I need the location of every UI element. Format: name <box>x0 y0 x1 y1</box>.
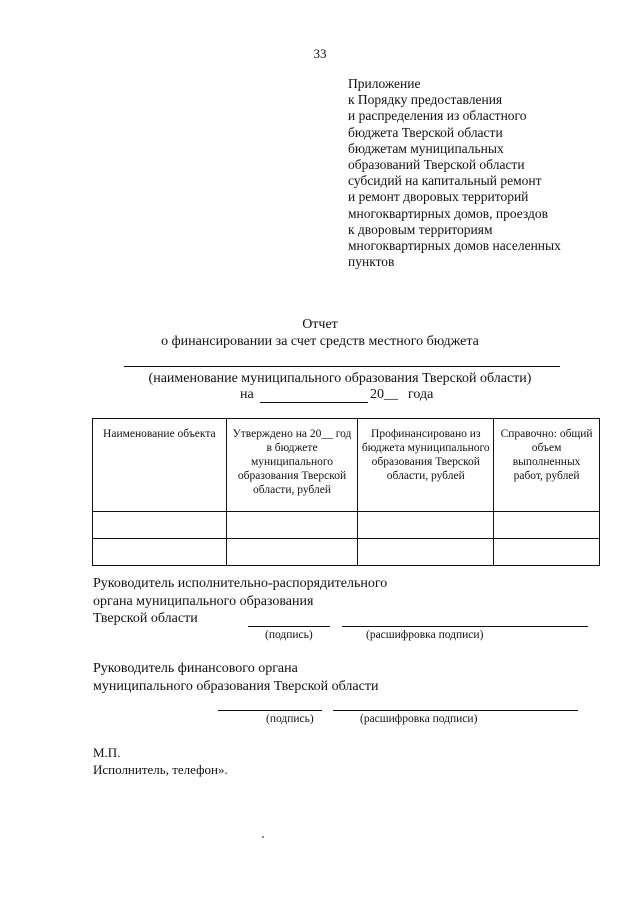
appendix-line: Приложение <box>348 76 421 91</box>
appendix-line: многоквартирных домов населенных <box>348 238 561 254</box>
header-object-name: Наименование объекта <box>93 419 227 512</box>
report-subtitle: о финансировании за счет средств местного бюджета <box>161 334 479 349</box>
executor-phone: Исполнитель, телефон». <box>93 762 228 777</box>
table-cell <box>494 512 600 539</box>
appendix-line: и ремонт дворовых территорий <box>348 189 529 205</box>
signature-block-finance <box>93 660 378 695</box>
table-cell <box>93 512 227 539</box>
decode-line <box>342 626 588 627</box>
table-row <box>93 512 600 539</box>
table-cell <box>494 539 600 566</box>
appendix-line: образований Тверской области <box>348 157 525 173</box>
table-cell <box>358 512 494 539</box>
table-row <box>93 539 600 566</box>
signature-line-text: Руководитель исполнительно-распорядительного <box>93 576 388 591</box>
signature-line <box>218 710 322 711</box>
table-cell <box>93 539 227 566</box>
appendix-line: субсидий на капитальный ремонт <box>348 173 542 189</box>
signature-line-text: органа муниципального образования <box>93 593 314 609</box>
decode-caption: (расшифровка подписи) <box>366 629 484 641</box>
period-year: 20__ <box>370 387 398 402</box>
mo-name-caption: (наименование муниципального образования Тверской области) <box>148 371 532 386</box>
financing-table <box>92 418 600 566</box>
signature-line <box>248 626 330 627</box>
appendix-line: пунктов <box>348 254 395 270</box>
appendix-line: бюджетам муниципальных <box>348 140 504 156</box>
period-suffix: года <box>408 387 434 402</box>
page-number: 33 <box>313 46 327 61</box>
table-cell <box>226 539 358 566</box>
header-financed: Профинансировано из бюджета муниципального образования Тверской области, рублей <box>358 419 494 512</box>
appendix-line: к дворовым территориям <box>348 221 493 237</box>
signature-block-executive <box>93 575 387 628</box>
table-header-row <box>93 419 600 512</box>
appendix-line: многоквартирных домов, проездов <box>348 205 548 221</box>
table-cell <box>358 539 494 566</box>
signature-line-text: муниципального образования Тверской области <box>93 678 379 694</box>
appendix-header <box>348 76 618 270</box>
footer <box>93 744 228 778</box>
report-title: Отчет <box>302 317 338 332</box>
appendix-line: бюджета Тверской области <box>348 124 503 140</box>
header-reference: Справочно: общий объем выполненных работ, рублей <box>494 419 600 512</box>
period-prefix: на <box>240 387 254 402</box>
decode-line <box>333 710 578 711</box>
report-heading <box>0 316 640 350</box>
header-approved: Утверждено на 20__ год в бюджете муниципального образования Тверской области, рублей <box>226 419 358 512</box>
period-fill-line <box>260 402 368 403</box>
signature-line-text: Руководитель финансового органа <box>93 661 298 676</box>
appendix-line: к Порядку предоставления <box>348 92 503 108</box>
sign-caption: (подпись) <box>265 629 313 641</box>
sign-caption: (подпись) <box>266 713 314 725</box>
stamp-mark: М.П. <box>93 745 121 760</box>
table-cell <box>226 512 358 539</box>
appendix-line: и распределения из областного <box>348 108 527 124</box>
mo-name-line <box>124 366 560 367</box>
decode-caption: (расшифровка подписи) <box>360 713 478 725</box>
signature-line-text: Тверской области <box>93 611 198 626</box>
scan-speck <box>262 836 264 838</box>
